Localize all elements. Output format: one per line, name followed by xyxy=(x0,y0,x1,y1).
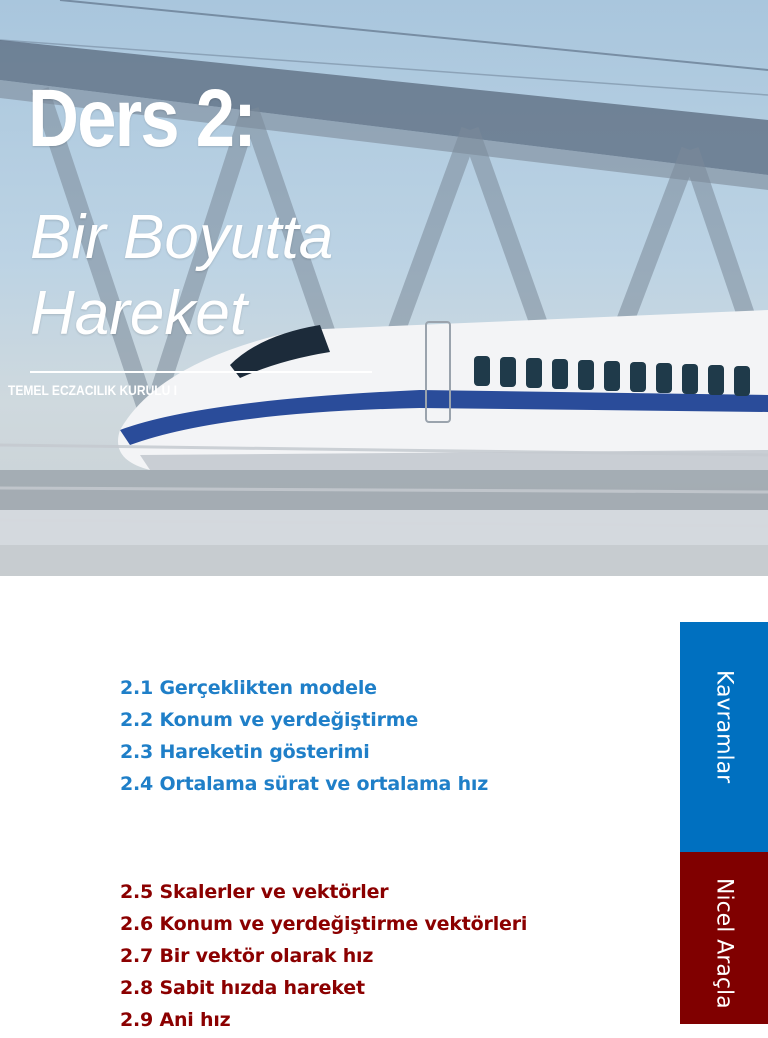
lesson-subtitle-line-1: Bir Boyutta xyxy=(30,203,334,272)
quantitative-tab-label: Nicel Araçla xyxy=(711,878,737,1009)
concept-item: 2.2 Konum ve yerdeğiştirme xyxy=(120,709,419,731)
quantitative-item: 2.5 Skalerler ve vektörler xyxy=(120,881,389,903)
concepts-list xyxy=(120,674,488,802)
concepts-tab xyxy=(680,622,768,852)
concept-item: 2.3 Hareketin gösterimi xyxy=(120,741,370,763)
concepts-tab-label: Kavramlar xyxy=(711,670,737,784)
quantitative-list xyxy=(120,878,527,1038)
lesson-subtitle xyxy=(30,200,550,352)
quantitative-tools-tab xyxy=(680,852,768,1024)
quantitative-item: 2.8 Sabit hızda hareket xyxy=(120,977,365,999)
concept-item: 2.4 Ortalama sürat ve ortalama hız xyxy=(120,773,489,795)
title-underline xyxy=(30,371,372,373)
concept-item: 2.1 Gerçeklikten modele xyxy=(120,677,377,699)
quantitative-item: 2.7 Bir vektör olarak hız xyxy=(120,945,374,967)
lesson-title: Ders 2: xyxy=(28,73,256,164)
course-name: TEMEL ECZACILIK KURULU I xyxy=(8,382,178,398)
quantitative-item: 2.9 Ani hız xyxy=(120,1009,231,1031)
lesson-subtitle-line-2: Hareket xyxy=(30,279,248,348)
quantitative-item: 2.6 Konum ve yerdeğiştirme vektörleri xyxy=(120,913,528,935)
